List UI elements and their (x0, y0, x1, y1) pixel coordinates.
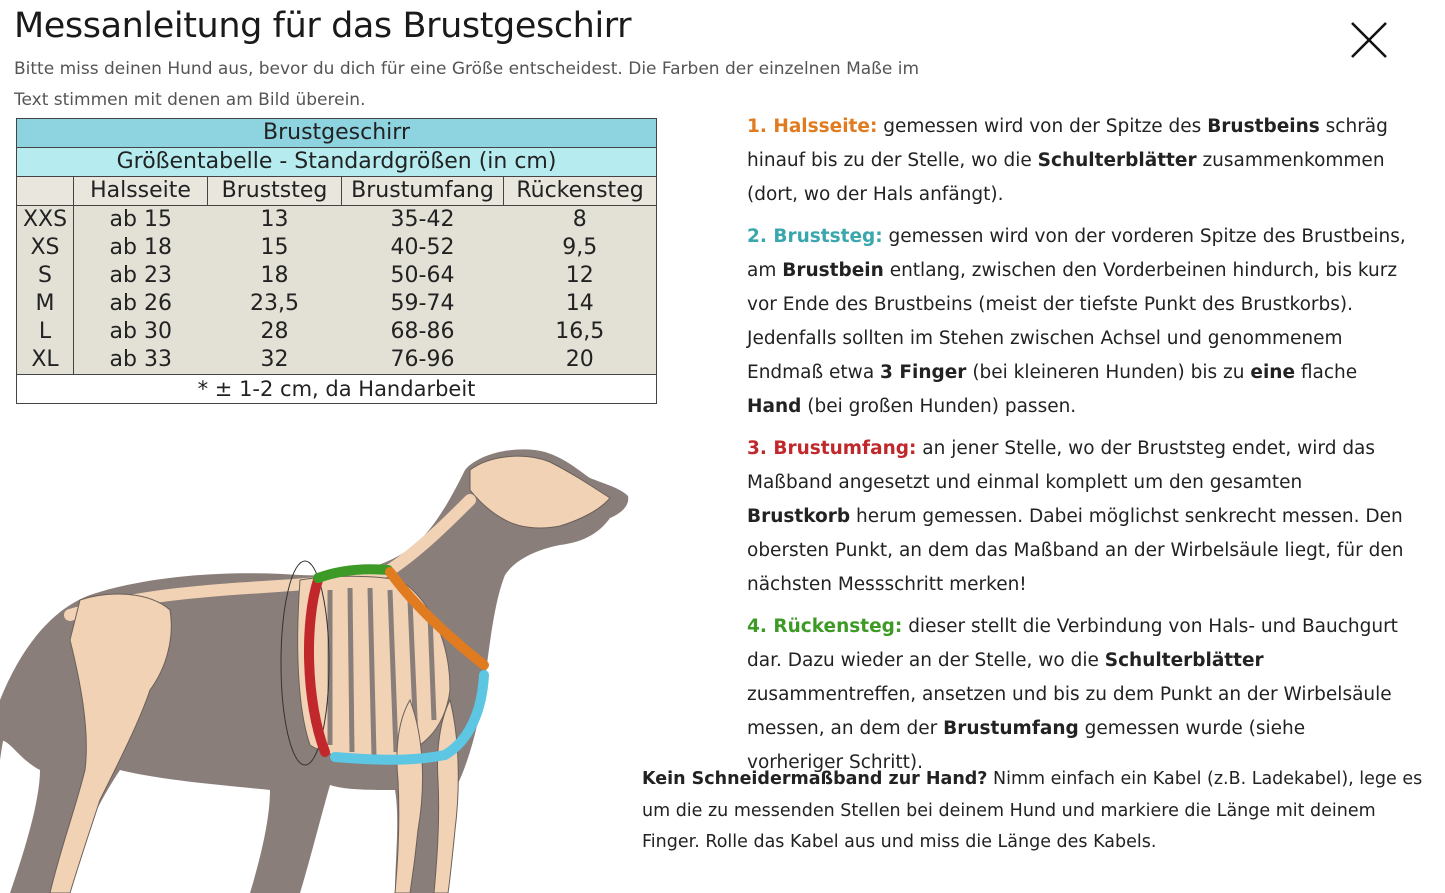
instruction-brustumfang (747, 432, 1407, 602)
instruction-text: gemessen wird von der Spitze des (883, 116, 1208, 137)
table-cell: ab 18 (74, 234, 208, 262)
table-header: Brustumfang (342, 177, 504, 206)
table-cell: 50-64 (342, 262, 504, 290)
instruction-text: gemessen wurde (siehe vorheriger Schritt). (747, 718, 1306, 773)
instruction-bold: Brustbeins (1207, 116, 1320, 137)
dog-skeleton-illustration (0, 440, 660, 893)
page-subtitle: Bitte miss deinen Hund aus, bevor du dich für eine Größe entscheidest. Die Farben der einzelnen Maße im Text stimmen mit denen am Bild überein. (14, 59, 920, 110)
instruction-bold: eine (1250, 362, 1295, 383)
instruction-bold: Brustumfang (943, 718, 1079, 739)
instruction-text: zusammentreffen, ansetzen und bis zu dem Punkt an der Wirbelsäule messen, an dem der (747, 684, 1392, 739)
table-cell: 9,5 (504, 234, 657, 262)
instruction-label: 1. Halsseite: (747, 116, 878, 137)
instruction-text: herum gemessen. Dabei möglichst senkrecht messen. Den obersten Punkt, an dem das Maßband an der Wirbelsäule liegt, für den nächsten Messschritt merken! (747, 506, 1404, 595)
table-cell-size: XS (17, 234, 74, 262)
table-cell: 68-86 (342, 318, 504, 346)
table-cell-size: XL (17, 346, 74, 375)
table-row (17, 346, 657, 375)
tip-text: Nimm einfach ein Kabel (z.B. Ladekabel), lege es um die zu messenden Stellen bei deinem Hund und markiere die Länge mit deinem Finger. Rolle das Kabel aus und miss die Länge des Kabels. (642, 769, 1423, 852)
instruction-text: schräg hinauf bis zu der Stelle, wo die (747, 116, 1388, 171)
instruction-text: gemessen wird von der vorderen Spitze des Brustbeins, am (747, 226, 1406, 281)
instruction-bold: Hand (747, 396, 802, 417)
close-button[interactable] (1348, 20, 1390, 60)
instructions (747, 110, 1407, 788)
instruction-bold: Schulterblätter (1104, 650, 1264, 671)
instruction-label: 2. Bruststeg: (747, 226, 883, 247)
table-cell: ab 15 (74, 206, 208, 235)
instruction-bold: 3 Finger (880, 362, 967, 383)
table-subtitle: Größentabelle - Standardgrößen (in cm) (17, 148, 657, 177)
instruction-label: 4. Rückensteg: (747, 616, 903, 637)
table-cell: 14 (504, 290, 657, 318)
table-cell-size: L (17, 318, 74, 346)
instruction-bold: Schulterblätter (1037, 150, 1197, 171)
table-cell: 20 (504, 346, 657, 375)
table-cell: 76-96 (342, 346, 504, 375)
table-cell: ab 23 (74, 262, 208, 290)
table-title: Brustgeschirr (17, 119, 657, 148)
table-cell-size: S (17, 262, 74, 290)
close-icon (1348, 20, 1390, 60)
table-cell: 28 (208, 318, 342, 346)
table-cell: 16,5 (504, 318, 657, 346)
table-cell: 8 (504, 206, 657, 235)
size-table (16, 118, 657, 404)
instruction-text: zusammenkommen (dort, wo der Hals anfängt). (747, 150, 1385, 205)
table-cell: 32 (208, 346, 342, 375)
table-header: Rückensteg (504, 177, 657, 206)
table-cell: 59-74 (342, 290, 504, 318)
table-cell: ab 26 (74, 290, 208, 318)
instruction-bruststeg (747, 220, 1407, 424)
instruction-text: an jener Stelle, wo der Bruststeg endet, wird das Maßband angesetzt und einmal komplett um den gesamten (747, 438, 1376, 493)
table-cell: 40-52 (342, 234, 504, 262)
table-cell: 13 (208, 206, 342, 235)
instruction-label: 3. Brustumfang: (747, 438, 917, 459)
table-cell: ab 33 (74, 346, 208, 375)
table-row (17, 318, 657, 346)
instruction-text: (bei kleineren Hunden) bis zu (966, 362, 1251, 383)
instruction-bold: Brustkorb (747, 506, 851, 527)
table-cell: 35-42 (342, 206, 504, 235)
instruction-text: entlang, zwischen den Vorderbeinen hindurch, bis kurz vor Ende des Brustbeins (meist der tiefste Punkt des Brustkorbs). Jedenfalls sollten im Stehen zwischen Achsel und genommenem Endmaß etwa (747, 260, 1398, 383)
page-title: Messanleitung für das Brustgeschirr (14, 6, 632, 46)
table-cell: ab 30 (74, 318, 208, 346)
instruction-halsseite (747, 110, 1407, 212)
tip-paragraph (642, 764, 1432, 859)
table-row (17, 234, 657, 262)
table-header-size (17, 177, 74, 206)
table-row (17, 262, 657, 290)
table-cell-size: XXS (17, 206, 74, 235)
table-header: Halsseite (74, 177, 208, 206)
table-footnote: * ± 1-2 cm, da Handarbeit (17, 375, 657, 404)
table-cell: 23,5 (208, 290, 342, 318)
table-header: Bruststeg (208, 177, 342, 206)
table-cell: 12 (504, 262, 657, 290)
instruction-text: dieser stellt die Verbindung von Hals- und Bauchgurt dar. Dazu wieder an der Stelle, wo die (747, 616, 1398, 671)
instruction-bold: Brustbein (782, 260, 884, 281)
table-cell-size: M (17, 290, 74, 318)
instruction-text: flache (1295, 362, 1358, 383)
table-row (17, 206, 657, 235)
table-header-row (17, 177, 657, 206)
table-row (17, 290, 657, 318)
table-cell: 18 (208, 262, 342, 290)
tip-lead: Kein Schneidermaßband zur Hand? (642, 769, 988, 789)
instruction-text: (bei großen Hunden) passen. (801, 396, 1077, 417)
instruction-rueckensteg (747, 610, 1407, 780)
table-cell: 15 (208, 234, 342, 262)
